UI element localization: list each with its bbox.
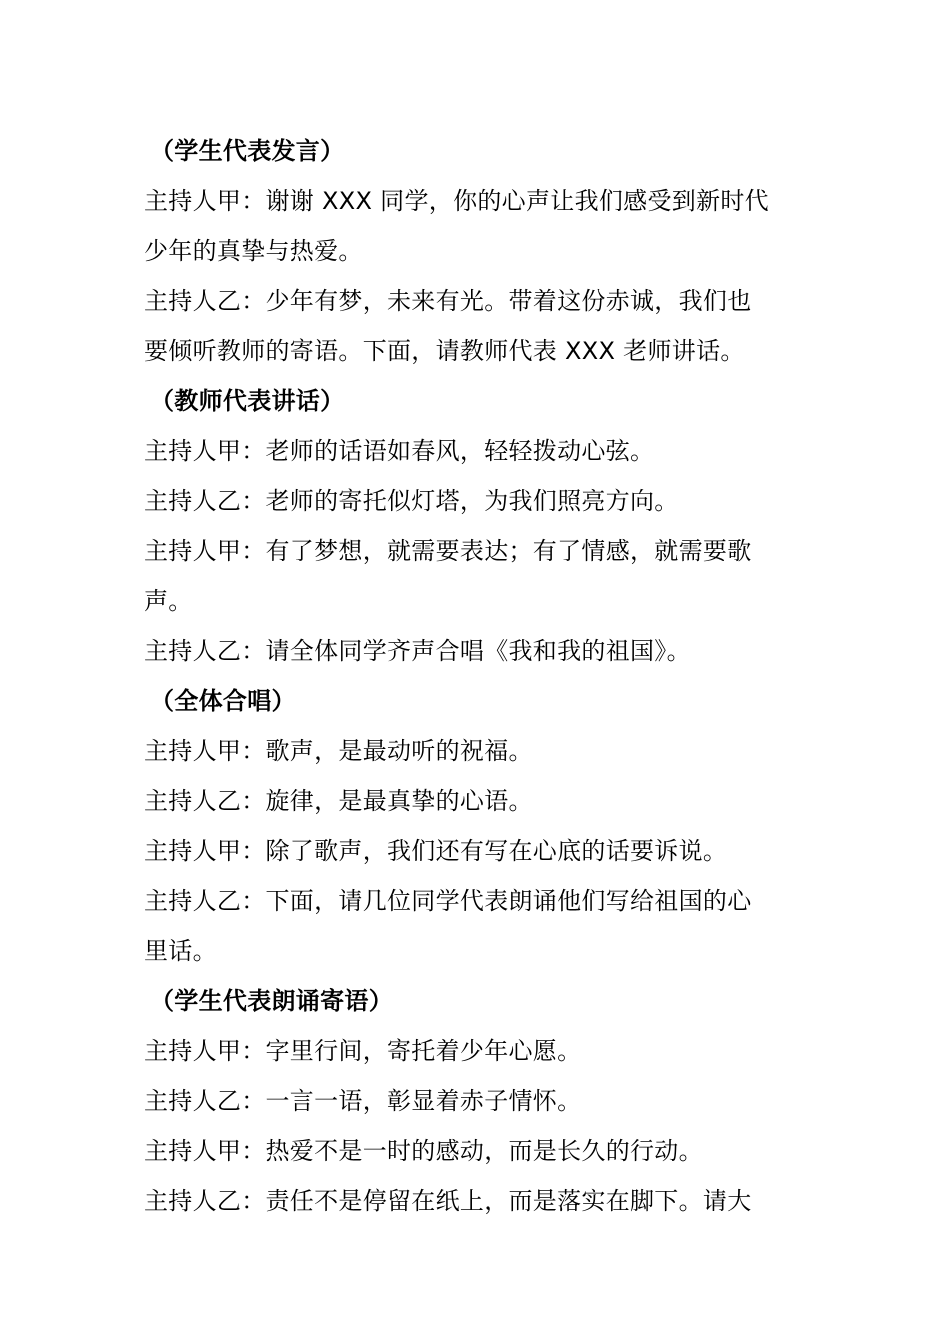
section-heading-student-speech: （学生代表发言） xyxy=(150,137,345,165)
paragraph-line: 主持人乙：责任不是停留在纸上，而是落实在脚下。请大 xyxy=(144,1187,752,1215)
paragraph-line: 里话。 xyxy=(144,937,217,965)
paragraph-line: 主持人甲：有了梦想，就需要表达；有了情感，就需要歌 xyxy=(144,537,752,565)
paragraph-line: 主持人乙：下面，请几位同学代表朗诵他们写给祖国的心 xyxy=(144,887,752,915)
section-heading-teacher-speech: （教师代表讲话） xyxy=(150,387,345,415)
paragraph-line: 主持人乙：请全体同学齐声合唱《我和我的祖国》。 xyxy=(144,637,691,665)
paragraph-line: 主持人甲：歌声，是最动听的祝福。 xyxy=(144,737,533,765)
paragraph-line: 声。 xyxy=(144,587,193,615)
section-heading-chorus: （全体合唱） xyxy=(150,687,296,715)
paragraph-line: 主持人甲：除了歌声，我们还有写在心底的话要诉说。 xyxy=(144,837,728,865)
paragraph-line: 主持人乙：老师的寄托似灯塔，为我们照亮方向。 xyxy=(144,487,679,515)
paragraph-line: 主持人乙：旋律，是最真挚的心语。 xyxy=(144,787,533,815)
paragraph-line: 主持人甲：老师的话语如春风，轻轻拨动心弦。 xyxy=(144,437,655,465)
paragraph-line: 主持人乙：少年有梦，未来有光。带着这份赤诚，我们也 xyxy=(144,287,752,315)
paragraph-line: 主持人甲：谢谢 XXX 同学，你的心声让我们感受到新时代 xyxy=(144,187,769,215)
paragraph-line: 主持人甲：字里行间，寄托着少年心愿。 xyxy=(144,1037,582,1065)
paragraph-line: 要倾听教师的寄语。下面，请教师代表 XXX 老师讲话。 xyxy=(144,337,745,365)
section-heading-recitation: （学生代表朗诵寄语） xyxy=(150,987,393,1015)
paragraph-line: 主持人乙：一言一语，彰显着赤子情怀。 xyxy=(144,1087,582,1115)
paragraph-line: 少年的真挚与热爱。 xyxy=(144,237,363,265)
paragraph-line: 主持人甲：热爱不是一时的感动，而是长久的行动。 xyxy=(144,1137,703,1165)
document-body xyxy=(144,126,814,1226)
